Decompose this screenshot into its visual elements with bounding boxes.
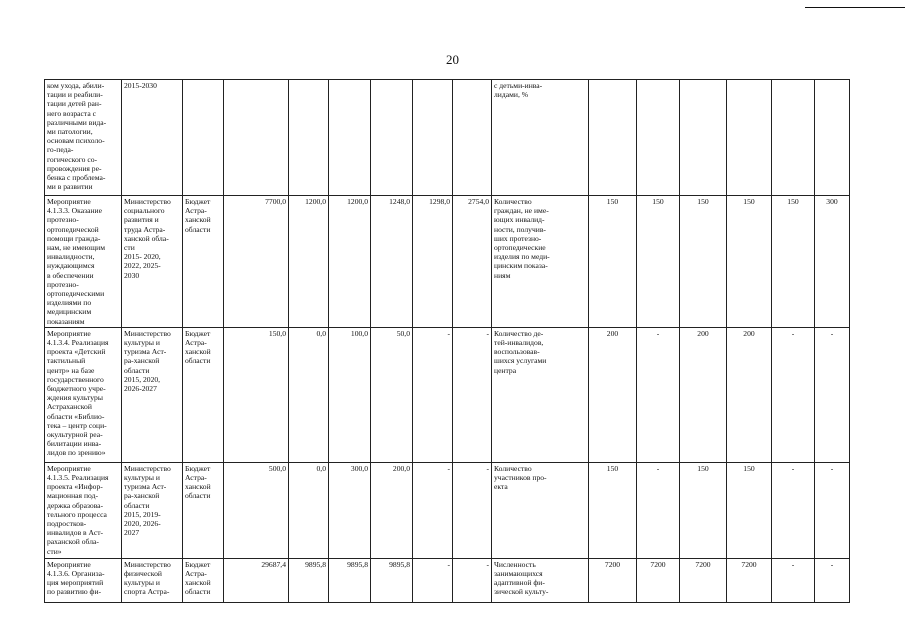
- funding-value-cell: -: [453, 558, 492, 602]
- executor-cell: 2015-2030: [122, 80, 183, 196]
- target-value-cell: [772, 80, 815, 196]
- target-value-cell: 7200: [637, 558, 680, 602]
- target-value-cell: -: [815, 327, 850, 462]
- funding-value-cell: 0,0: [289, 327, 329, 462]
- executor-cell: Министерство физической культуры и спорта Астра-: [122, 558, 183, 602]
- funding-value-cell: 2754,0: [453, 196, 492, 328]
- target-value-cell: -: [772, 462, 815, 558]
- funding-value-cell: 1200,0: [289, 196, 329, 328]
- funding-value-cell: 9895,8: [289, 558, 329, 602]
- target-value-cell: 150: [772, 196, 815, 328]
- target-value-cell: 150: [727, 196, 772, 328]
- indicator-cell: с детьми-инва- лидами, %: [492, 80, 589, 196]
- measure-cell: Мероприятие 4.1.3.3. Оказание протезно- ортопедической помощи гражда- нам, не имеющим инвалидности, нуждающимся в обеспечении протезно- ортопедическими изделиями по медицинским показаниям: [45, 196, 122, 328]
- target-value-cell: [727, 80, 772, 196]
- target-value-cell: 150: [727, 462, 772, 558]
- funding-value-cell: 1200,0: [329, 196, 371, 328]
- funding-value-cell: 7700,0: [224, 196, 289, 328]
- target-value-cell: 150: [589, 196, 637, 328]
- funding-value-cell: [413, 80, 453, 196]
- target-value-cell: [589, 80, 637, 196]
- table-row: [45, 462, 850, 558]
- funding-value-cell: 1248,0: [371, 196, 413, 328]
- target-value-cell: 300: [815, 196, 850, 328]
- indicator-cell: Численность занимающихся адаптивной фи- зической культу-: [492, 558, 589, 602]
- funding-value-cell: [453, 80, 492, 196]
- target-value-cell: 150: [680, 462, 727, 558]
- target-value-cell: -: [815, 462, 850, 558]
- funding-value-cell: -: [453, 327, 492, 462]
- funding-value-cell: [329, 80, 371, 196]
- table-row: [45, 80, 850, 196]
- target-value-cell: [637, 80, 680, 196]
- target-value-cell: 200: [589, 327, 637, 462]
- table-row: [45, 196, 850, 328]
- target-value-cell: -: [637, 327, 680, 462]
- target-value-cell: -: [637, 462, 680, 558]
- target-value-cell: 200: [727, 327, 772, 462]
- target-value-cell: 7200: [680, 558, 727, 602]
- funding-value-cell: 150,0: [224, 327, 289, 462]
- executor-cell: Министерство культуры и туризма Аст- ра-ханской области 2015, 2019- 2020, 2026- 2027: [122, 462, 183, 558]
- funding-value-cell: 100,0: [329, 327, 371, 462]
- table-row: [45, 558, 850, 602]
- funding-value-cell: 9895,8: [371, 558, 413, 602]
- funding-value-cell: 0,0: [289, 462, 329, 558]
- indicator-cell: Количество граждан, не име- ющих инвалид- ности, получив- ших протезно- ортопедические изделия по меди- цинским показа- ниям: [492, 196, 589, 328]
- measure-cell: Мероприятие 4.1.3.4. Реализация проекта «Детский тактильный центр» на базе государственного бюджетного учре- ждения культуры Астраханской области «Библио- тека – центр соци- окультурной реа- билитации инва- лидов по зрению»: [45, 327, 122, 462]
- indicator-cell: Количество де- тей-инвалидов, воспользовав- шихся услугами центра: [492, 327, 589, 462]
- page-top-rule: [805, 7, 905, 8]
- measure-cell: ком ухода, абили- тации и реабили- тации детей ран- него возраста с различными вида- ми патологии, основам психоло- го-педа- гогического со- провождения ре- бенка с проблема- ми в развитии: [45, 80, 122, 196]
- funding-value-cell: [371, 80, 413, 196]
- executor-cell: Министерство социального развития и труда Астра- ханской обла- сти 2015- 2020, 2022, 2025- 2030: [122, 196, 183, 328]
- funding-value-cell: 29687,4: [224, 558, 289, 602]
- funding-source-cell: Бюджет Астра- ханской области: [183, 196, 224, 328]
- funding-value-cell: -: [413, 327, 453, 462]
- funding-source-cell: [183, 80, 224, 196]
- indicator-cell: Количество участников про- екта: [492, 462, 589, 558]
- target-value-cell: 7200: [727, 558, 772, 602]
- target-value-cell: 200: [680, 327, 727, 462]
- executor-cell: Министерство культуры и туризма Аст- ра-ханской области 2015, 2020, 2026-2027: [122, 327, 183, 462]
- target-value-cell: 150: [589, 462, 637, 558]
- table-row: [45, 327, 850, 462]
- measure-cell: Мероприятие 4.1.3.6. Организа- ция мероприятий по развитию фи-: [45, 558, 122, 602]
- measure-cell: Мероприятие 4.1.3.5. Реализация проекта «Инфор- мационная под- держка образова- тельного процесса подростков- инвалидов в Аст- раханской обла- сти»: [45, 462, 122, 558]
- funding-source-cell: Бюджет Астра- ханской области: [183, 462, 224, 558]
- funding-value-cell: -: [413, 462, 453, 558]
- funding-value-cell: 200,0: [371, 462, 413, 558]
- program-measures-table: [44, 79, 850, 603]
- target-value-cell: [815, 80, 850, 196]
- target-value-cell: -: [772, 327, 815, 462]
- funding-value-cell: [289, 80, 329, 196]
- funding-value-cell: 500,0: [224, 462, 289, 558]
- target-value-cell: 150: [680, 196, 727, 328]
- target-value-cell: [680, 80, 727, 196]
- funding-value-cell: 9895,8: [329, 558, 371, 602]
- page-number: 20: [446, 52, 459, 67]
- target-value-cell: 150: [637, 196, 680, 328]
- funding-value-cell: -: [413, 558, 453, 602]
- funding-value-cell: [224, 80, 289, 196]
- funding-value-cell: 300,0: [329, 462, 371, 558]
- target-value-cell: -: [772, 558, 815, 602]
- target-value-cell: 7200: [589, 558, 637, 602]
- target-value-cell: -: [815, 558, 850, 602]
- funding-value-cell: 50,0: [371, 327, 413, 462]
- funding-source-cell: Бюджет Астра- ханской области: [183, 558, 224, 602]
- funding-value-cell: -: [453, 462, 492, 558]
- funding-value-cell: 1298,0: [413, 196, 453, 328]
- funding-source-cell: Бюджет Астра- ханской области: [183, 327, 224, 462]
